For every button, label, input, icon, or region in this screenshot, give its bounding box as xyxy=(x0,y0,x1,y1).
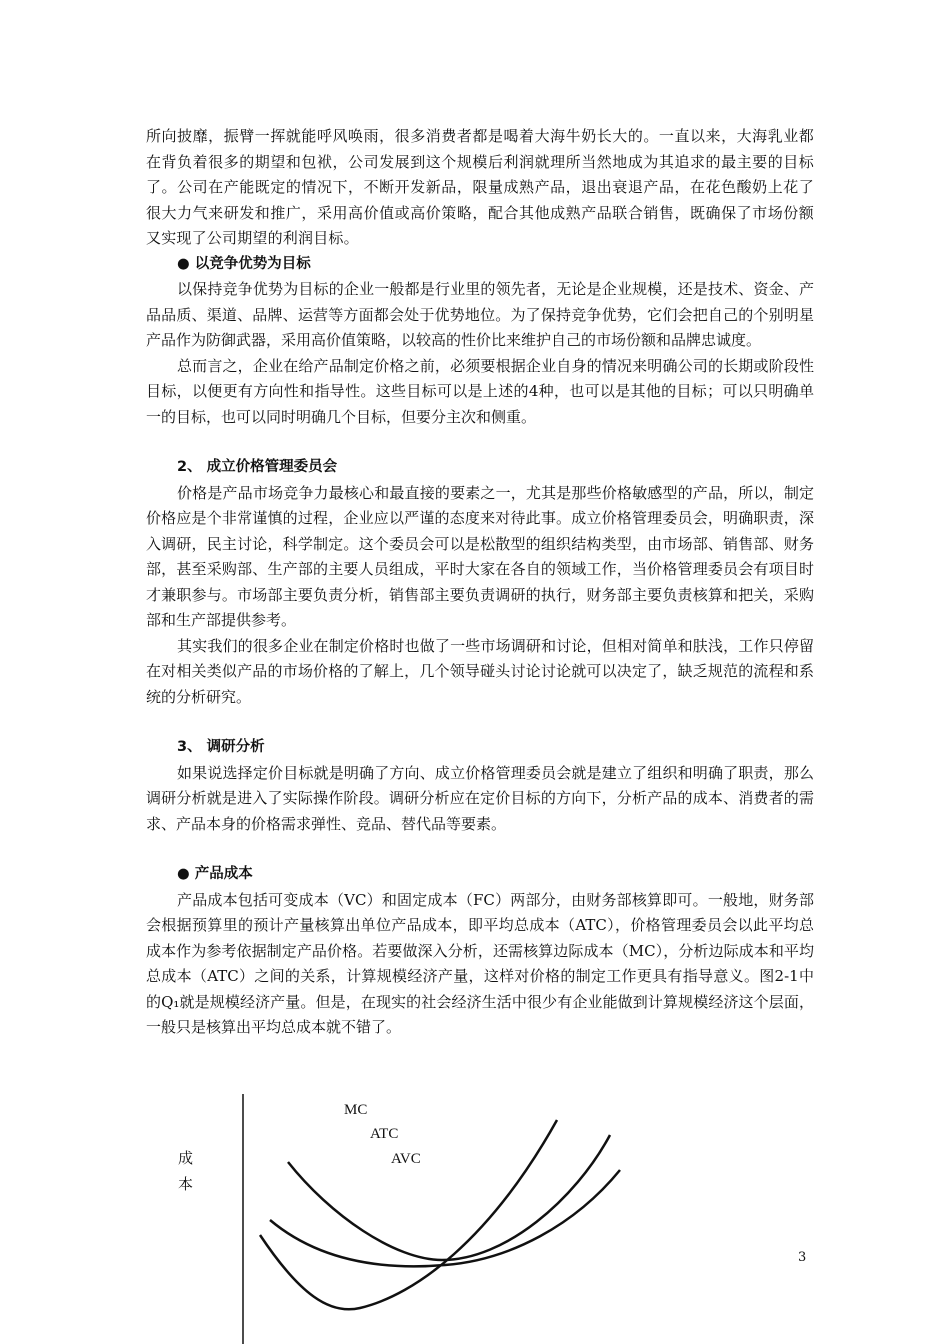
paragraph-research-analysis: 如果说选择定价目标就是明确了方向、成立价格管理委员会就是建立了组织和明确了职责，那么调研分析就是进入了实际操作阶段。调研分析应在定价目标的方向下，分析产品的成本、消费者的需求、产品本身的价格需求弹性、竞品、替代品等要素。 xyxy=(146,763,814,833)
y-axis-label-1: 成 xyxy=(178,1151,194,1167)
cost-curve-figure xyxy=(170,1090,640,1344)
paragraph-summary: 总而言之，企业在给产品制定价格之前，必须要根据企业自身的情况来明确公司的长期或阶段性目标，以便更有方向性和指导性。这些目标可以是上述的4种，也可以是其他的目标；可以只明确单一的目标，也可以同时明确几个目标，但要分主次和侧重。 xyxy=(146,356,814,426)
paragraph-product-cost: 产品成本包括可变成本（VC）和固定成本（FC）两部分，由财务部核算即可。一般地，财务部会根据预算里的预计产量核算出单位产品成本，即平均总成本（ATC），价格管理委员会以此平均总成本作为参考依据制定产品价格。若要做深入分析，还需核算边际成本（MC），分析边际成本和平均总成本（ATC）之间的关系，计算规模经济产量，这样对价格的制定工作更具有指导意义。图2-1中的Q₁就是规模经济产量。但是，在现实的社会经济生活中很少有企业能做到计算规模经济这个层面，一般只是核算出平均总成本就不错了。 xyxy=(146,890,814,1036)
heading-product-cost: ● 产品成本 xyxy=(177,866,253,882)
paragraph-profit-target: 所向披靡，振臂一挥就能呼风唤雨，很多消费者都是喝着大海牛奶长大的。一直以来，大海乳业都在背负着很多的期望和包袱，公司发展到这个规模后利润就理所当然地成为其追求的最主要的目标了。公司在产能既定的情况下，不断开发新品，限量成熟产品，退出衰退产品，在花色酸奶上花了很大力气来研发和推广，采用高价值或高价策略，配合其他成熟产品联合销售，既确保了市场份额又实现了公司期望的利润目标。 xyxy=(146,127,814,247)
heading-pricing-committee: 2、 成立价格管理委员会 xyxy=(177,459,338,475)
body-text xyxy=(146,124,814,1041)
label-atc: ATC xyxy=(370,1126,399,1142)
heading-competitive-advantage: ● 以竞争优势为目标 xyxy=(177,255,311,272)
label-avc: AVC xyxy=(391,1151,421,1167)
heading-research-analysis: 3、 调研分析 xyxy=(177,739,265,755)
y-axis-label-2: 本 xyxy=(178,1177,194,1193)
avc-curve xyxy=(270,1170,620,1266)
paragraph-committee-reality: 其实我们的很多企业在制定价格时也做了一些市场调研和讨论，但相对简单和肤浅，工作只停留在对相关类似产品的市场价格的了解上，几个领导碰头讨论讨论就可以决定了，缺乏规范的流程和系统的分析研究。 xyxy=(146,636,814,706)
label-mc: MC xyxy=(344,1102,368,1118)
page-number: 3 xyxy=(798,1250,807,1265)
paragraph-competitive-advantage: 以保持竞争优势为目标的企业一般都是行业里的领先者，无论是企业规模，还是技术、资金、产品品质、渠道、品牌、运营等方面都会处于优势地位。为了保持竞争优势，它们会把自己的个别明星产品作为防御武器，采用高价值策略，以较高的性价比来维护自己的市场份额和品牌忠诚度。 xyxy=(146,280,814,349)
paragraph-committee-role: 价格是产品市场竞争力最核心和最直接的要素之一，尤其是那些价格敏感型的产品，所以，制定价格应是个非常谨慎的过程，企业应以严谨的态度来对待此事。成立价格管理委员会，明确职责，深入调研，民主讨论，科学制定。这个委员会可以是松散型的组织结构类型，由市场部、销售部、财务部，甚至采购部、生产部的主要人员组成，平时大家在各自的领域工作，当价格管理委员会有项目时才兼职参与。市场部主要负责分析，销售部主要负责调研的执行，财务部主要负责核算和把关，采购部和生产部提供参考。 xyxy=(146,483,814,629)
atc-curve xyxy=(288,1135,610,1260)
mc-curve xyxy=(260,1120,557,1309)
